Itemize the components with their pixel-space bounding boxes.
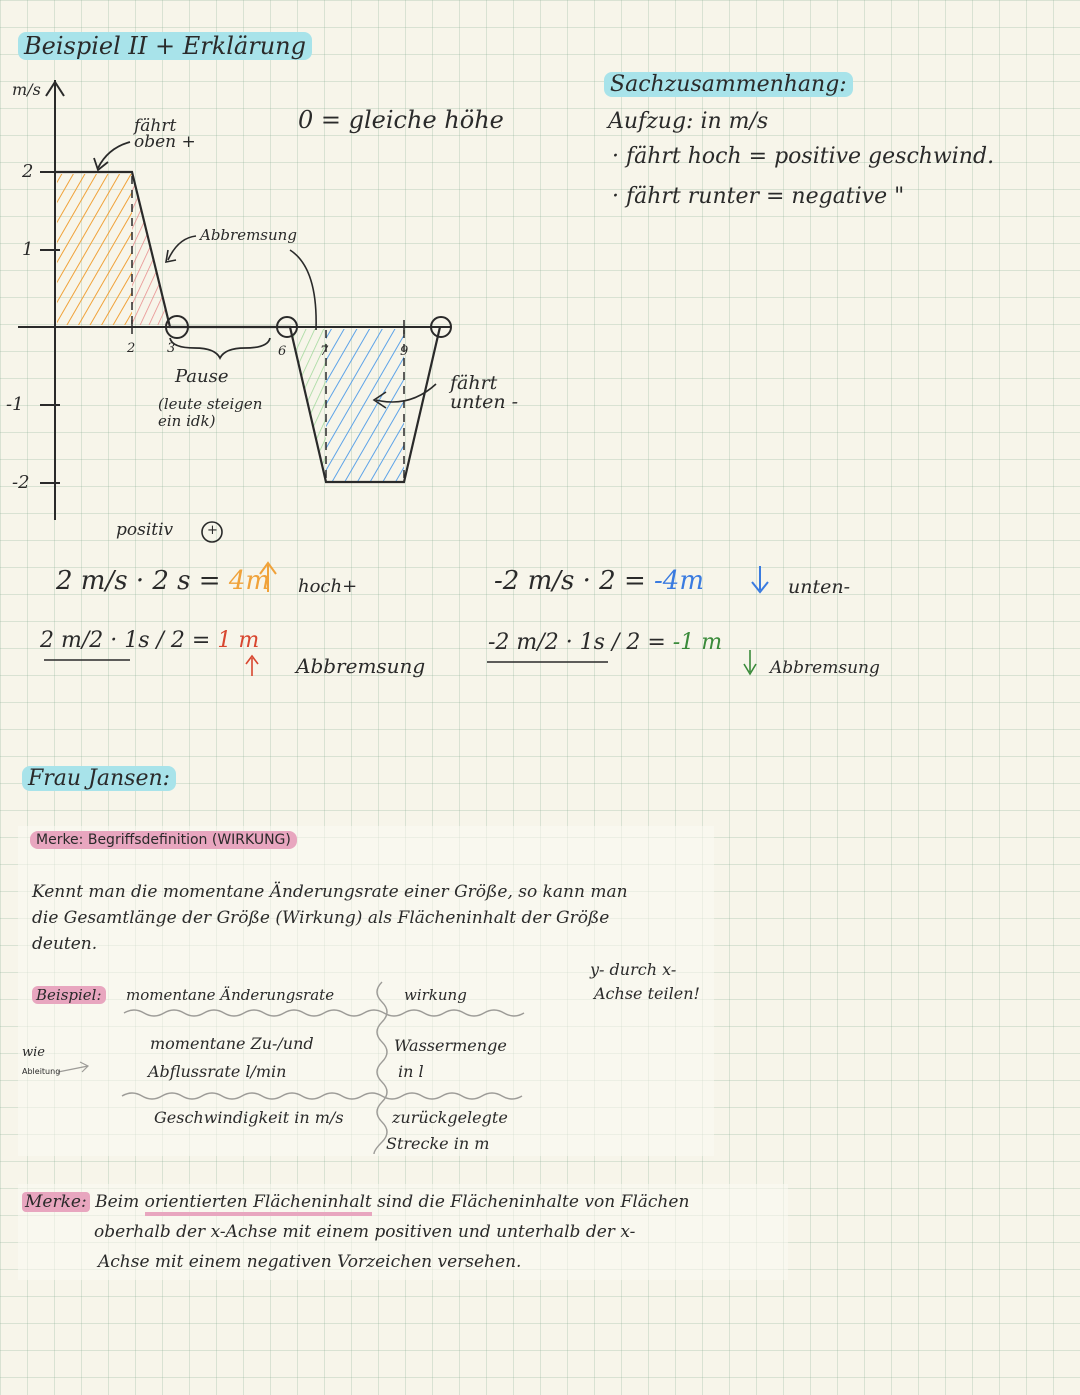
row2-right-line1: zurückgelegte — [392, 1108, 508, 1127]
row1-right-line2: in l — [398, 1062, 424, 1081]
negative-area-rectangle — [326, 329, 404, 482]
definition-text-line-1: Kennt man die momentane Änderungsrate einer Größe, so kann man — [32, 882, 628, 902]
context-line-3: · fährt runter = negative " — [612, 184, 905, 209]
positive-label: positiv — [116, 520, 174, 540]
positive-area-rectangle — [57, 174, 132, 325]
x-tick-9: 9 — [400, 344, 409, 359]
row1-right-line1: Wassermenge — [394, 1036, 507, 1055]
row2-left-line1: Geschwindigkeit in m/s — [154, 1108, 344, 1127]
y-tick-neg2: -2 — [12, 472, 30, 493]
context-line-1: Aufzug: in m/s — [608, 109, 769, 134]
x-tick-3: 3 — [167, 341, 176, 356]
side-label-ableitung: Ableitung — [22, 1067, 61, 1076]
label-pause-note: (leute steigen ein idk) — [158, 395, 263, 431]
label-braking: Abbremsung — [200, 226, 297, 244]
definition-label: Merke: Begriffsdefinition (WIRKUNG) — [30, 833, 297, 847]
calc-left-2-note: Abbremsung — [296, 654, 426, 678]
x-tick-7: 7 — [320, 344, 329, 359]
definition-text-line-2: die Gesamtlänge der Größe (Wirkung) als Flächeninhalt der Größe — [32, 908, 610, 928]
calc-right-2-note: Abbremsung — [770, 658, 880, 678]
calc-right-1: -2 m/s · 2 = -4m — [494, 566, 704, 596]
section-title-frau-jansen: Frau Jansen: — [22, 768, 176, 790]
merke-line-2: oberhalb der x-Achse mit einem positiven und unterhalb der x- — [94, 1222, 636, 1242]
row1-left-line2: Abflussrate l/min — [148, 1062, 287, 1081]
definition-text-line-3: deuten. — [32, 934, 98, 954]
calc-left-1: 2 m/s · 2 s = 4m — [56, 566, 271, 596]
side-label-wie: wie — [22, 1045, 45, 1060]
x-tick-2: 2 — [127, 341, 136, 356]
context-title: Sachzusammenhang: — [604, 74, 853, 96]
page-title: Beispiel II + Erklärung — [18, 34, 312, 58]
side-note-line-2: Achse teilen! — [594, 984, 700, 1003]
label-pause: Pause — [175, 366, 229, 387]
label-drives-down: fährt unten - — [450, 372, 519, 413]
zero-note: 0 = gleiche höhe — [298, 106, 504, 134]
y-tick-1: 1 — [22, 239, 34, 260]
calc-left-1-note: hoch+ — [298, 576, 358, 597]
context-line-2: · fährt hoch = positive geschwind. — [612, 144, 995, 169]
calc-right-2: -2 m/2 · 1s / 2 = -1 m — [488, 630, 723, 655]
calc-left-2: 2 m/2 · 1s / 2 = 1 m — [40, 628, 260, 653]
side-note-line-1: y- durch x- — [590, 960, 677, 979]
y-tick-neg1: -1 — [6, 394, 24, 415]
row2-right-line2: Strecke in m — [386, 1134, 490, 1153]
plus-circle-label: + — [207, 523, 218, 538]
merke-line-1: Merke: Beim orientierten Flächeninhalt sind die Flächeninhalte von Flächen — [22, 1194, 689, 1211]
merke-line-3: Achse mit einem negativen Vorzeichen versehen. — [98, 1252, 522, 1272]
x-tick-6: 6 — [278, 344, 287, 359]
y-axis-unit: m/s — [12, 80, 41, 99]
col-header-rate: momentane Änderungsrate — [126, 986, 335, 1004]
label-drives-up: fährt oben + — [134, 116, 196, 153]
calc-right-1-note: unten- — [788, 576, 851, 598]
row1-left-line1: momentane Zu-/und — [150, 1034, 314, 1053]
col-header-effect: wirkung — [404, 986, 467, 1004]
example-label: Beispiel: — [32, 988, 106, 1003]
y-tick-2: 2 — [22, 161, 34, 182]
